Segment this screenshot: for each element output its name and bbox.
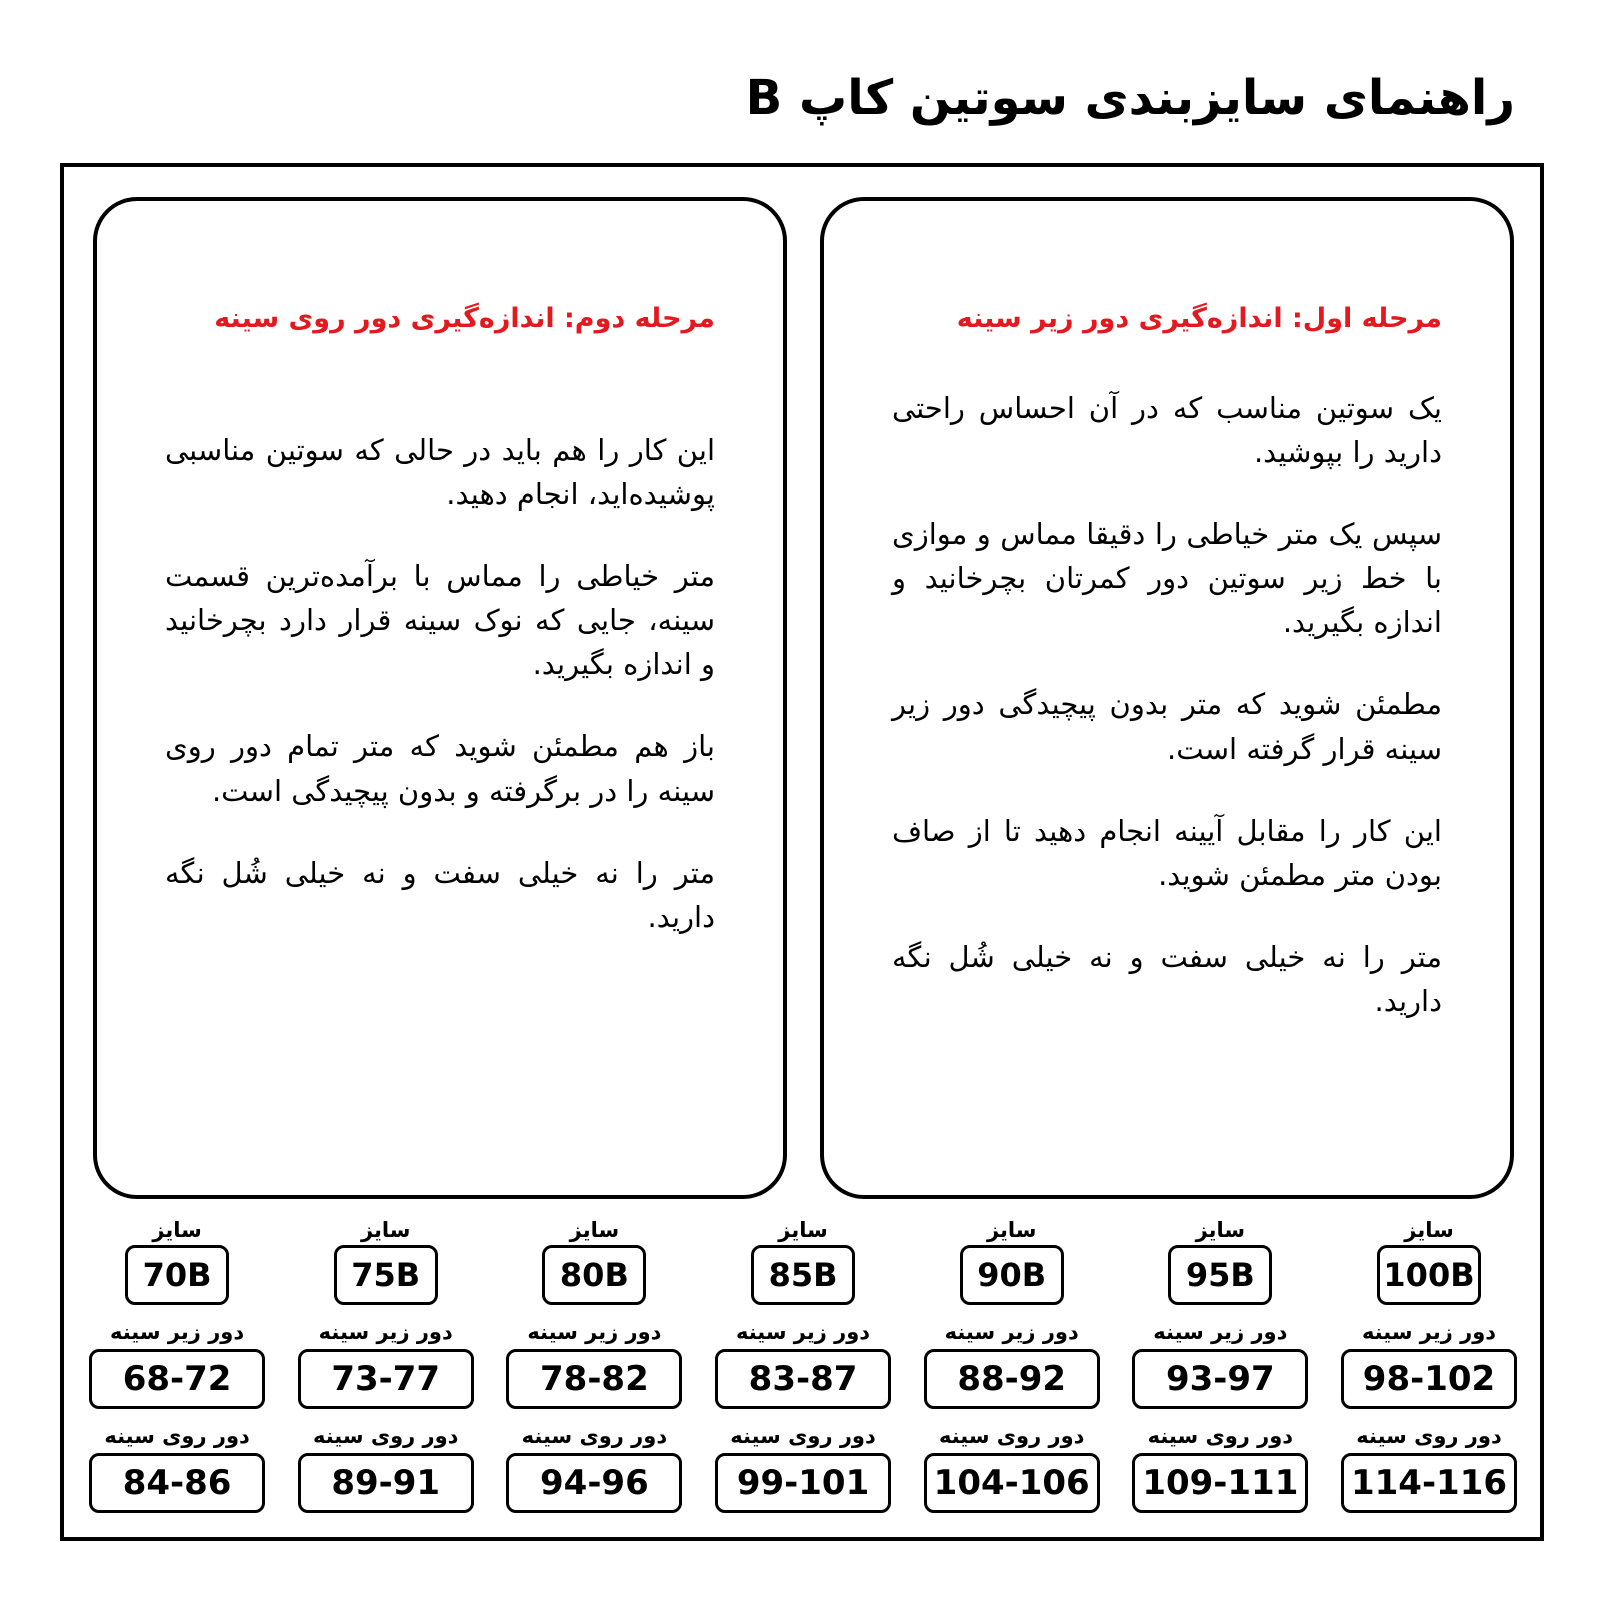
size-label: سایز: [360, 1218, 411, 1242]
step2-heading: مرحله دوم: اندازه‌گیری دور روی سینه: [214, 303, 715, 334]
size-column: [88, 1215, 266, 1520]
under-bust-label: دور زیر سینه: [1153, 1320, 1288, 1344]
size-value: 85B: [751, 1245, 855, 1305]
step2-paragraph: متر را نه خیلی سفت و نه خیلی شُل نگه دارید.: [165, 855, 715, 934]
step2-paragraph: این کار را هم باید در حالی که سوتین مناسبی پوشیده‌اید، انجام دهید.: [165, 433, 715, 512]
step1-paragraph: یک سوتین مناسب که در آن احساس راحتی دارید را بپوشید.: [892, 391, 1442, 470]
over-bust-label: دور روی سینه: [521, 1424, 668, 1448]
over-bust-value: 109-111: [1132, 1453, 1308, 1513]
step1-card: [820, 197, 1514, 1199]
page-title: راهنمای سایزبندی سوتین کاپ B: [745, 70, 1515, 126]
over-bust-value: 104-106: [924, 1453, 1100, 1513]
under-bust-label: دور زیر سینه: [944, 1320, 1079, 1344]
size-column: [1131, 1215, 1309, 1520]
under-bust-value: 78-82: [506, 1349, 682, 1409]
over-bust-label: دور روی سینه: [312, 1424, 459, 1448]
size-table: [88, 1215, 1518, 1520]
step1-paragraph: مطمئن شوید که متر بدون پیچیدگی دور زیر سینه قرار گرفته است.: [892, 687, 1442, 766]
step1-paragraph: سپس یک متر خیاطی را دقیقا مماس و موازی با خط زیر سوتین دور کمرتان بچرخانید و اندازه بگیرید.: [892, 517, 1442, 640]
over-bust-value: 94-96: [506, 1453, 682, 1513]
size-label: سایز: [1195, 1218, 1246, 1242]
under-bust-label: دور زیر سینه: [318, 1320, 453, 1344]
size-value: 100B: [1377, 1245, 1481, 1305]
step1-paragraph: این کار را مقابل آیینه انجام دهید تا از صاف بودن متر مطمئن شوید.: [892, 813, 1442, 892]
size-value: 95B: [1168, 1245, 1272, 1305]
size-label: سایز: [778, 1218, 828, 1242]
step2-paragraph: باز هم مطمئن شوید که متر تمام دور روی سینه را در برگرفته و بدون پیچیدگی است.: [165, 729, 715, 808]
size-value: 80B: [542, 1245, 646, 1305]
size-value: 70B: [125, 1245, 229, 1305]
over-bust-value: 99-101: [715, 1453, 891, 1513]
step2-paragraph: متر خیاطی را مماس با برآمده‌ترین قسمت سینه، جایی که نوک سینه قرار دارد بچرخانید و اندازه بگیرید.: [165, 559, 715, 682]
size-label: سایز: [1404, 1218, 1454, 1242]
under-bust-label: دور زیر سینه: [1361, 1320, 1497, 1344]
size-label: سایز: [569, 1218, 620, 1242]
under-bust-label: دور زیر سینه: [110, 1320, 245, 1344]
over-bust-value: 89-91: [298, 1453, 474, 1513]
size-column: [297, 1215, 475, 1520]
under-bust-value: 83-87: [715, 1349, 891, 1409]
size-column: [1340, 1215, 1518, 1520]
size-column: [505, 1215, 683, 1520]
over-bust-label: دور روی سینه: [730, 1424, 876, 1448]
size-value: 90B: [960, 1245, 1064, 1305]
over-bust-label: دور روی سینه: [1356, 1424, 1502, 1448]
step1-paragraph: متر را نه خیلی سفت و نه خیلی شُل نگه دارید.: [892, 939, 1442, 1018]
under-bust-value: 93-97: [1132, 1349, 1308, 1409]
under-bust-label: دور زیر سینه: [735, 1320, 871, 1344]
size-value: 75B: [334, 1245, 438, 1305]
under-bust-label: دور زیر سینه: [527, 1320, 662, 1344]
over-bust-label: دور روی سینه: [1147, 1424, 1294, 1448]
over-bust-label: دور روی سینه: [938, 1424, 1085, 1448]
size-column: [923, 1215, 1101, 1520]
step2-card: [93, 197, 787, 1199]
step1-heading: مرحله اول: اندازه‌گیری دور زیر سینه: [956, 303, 1442, 334]
under-bust-value: 68-72: [89, 1349, 265, 1409]
size-label: سایز: [152, 1218, 202, 1242]
under-bust-value: 98-102: [1341, 1349, 1517, 1409]
over-bust-value: 114-116: [1341, 1453, 1517, 1513]
over-bust-label: دور روی سینه: [104, 1424, 250, 1448]
under-bust-value: 88-92: [924, 1349, 1100, 1409]
size-column: [714, 1215, 892, 1520]
under-bust-value: 73-77: [298, 1349, 474, 1409]
size-label: سایز: [986, 1218, 1037, 1242]
over-bust-value: 84-86: [89, 1453, 265, 1513]
